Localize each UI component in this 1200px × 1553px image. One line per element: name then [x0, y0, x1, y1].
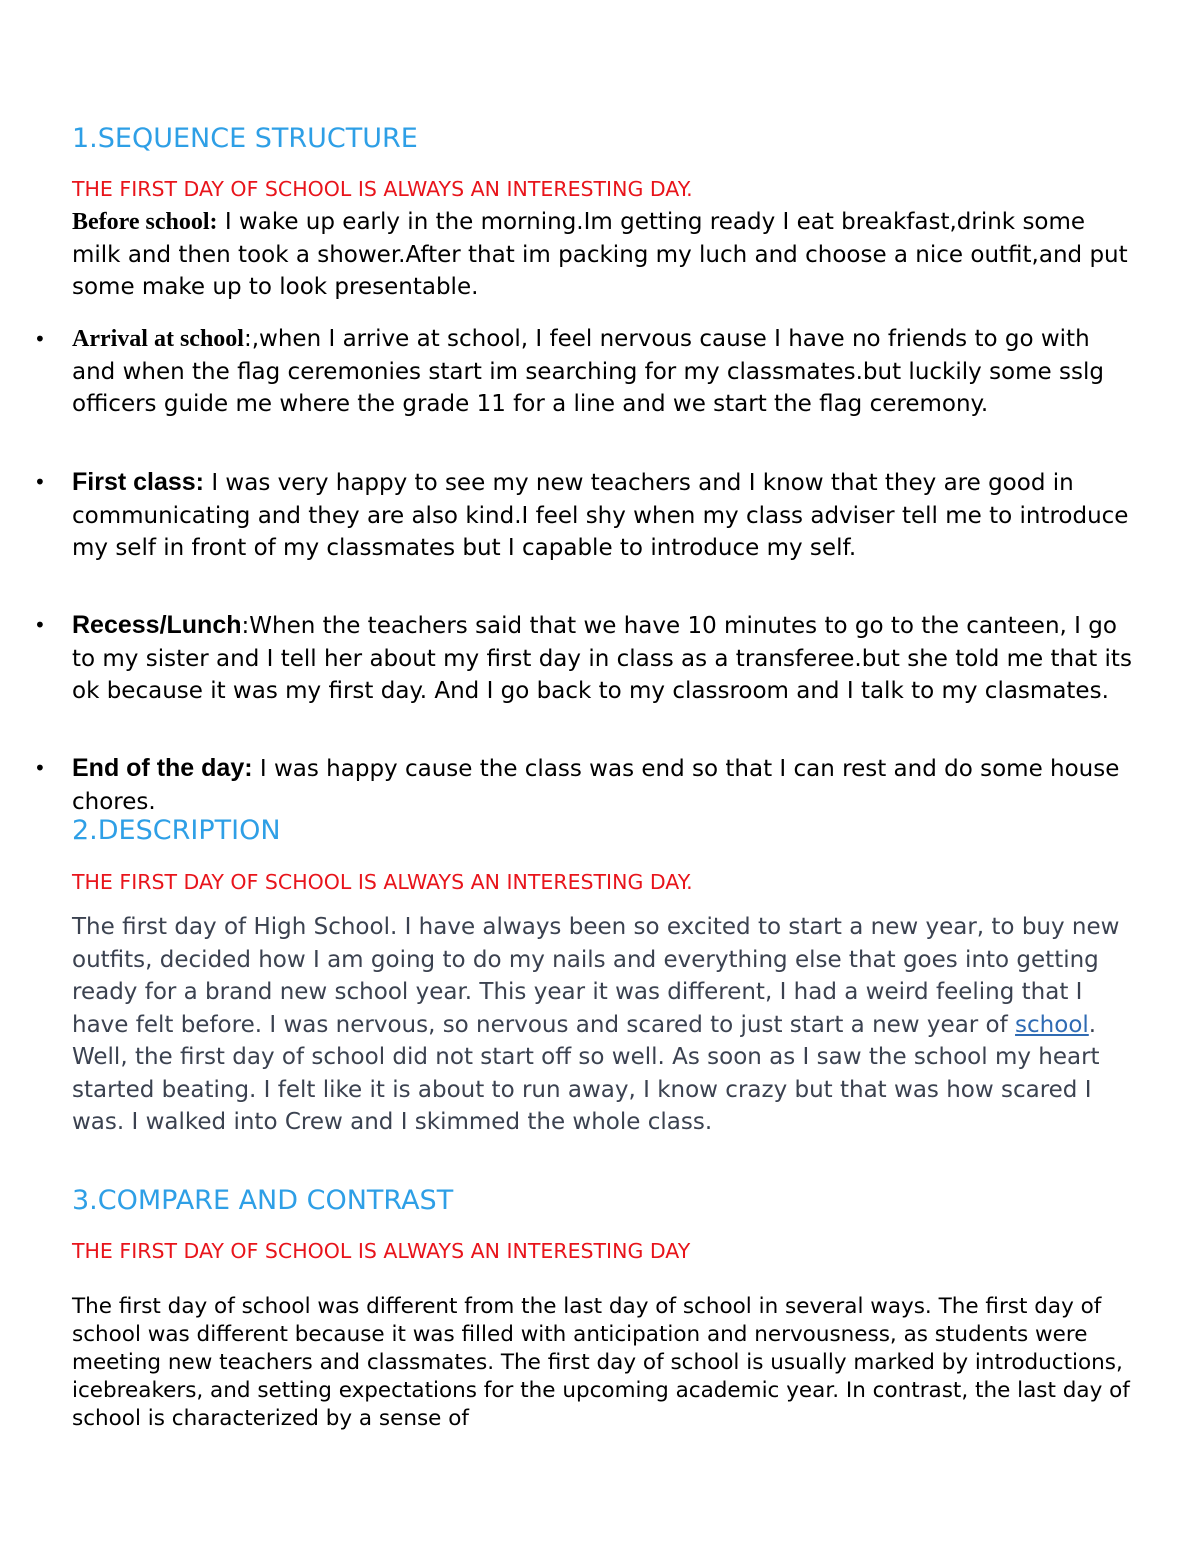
bullet-item-end-of-day — [34, 752, 1132, 818]
thesis-statement: THE FIRST DAY OF SCHOOL IS ALWAYS AN INTERESTING DAY. — [72, 870, 693, 894]
bullet-item-first-class — [34, 466, 1132, 565]
bullet-text: :When the teachers said that we have 10 minutes to go to the canteen, I go to my sister and I tell her about my first day in class as a transferee.but she told me that its ok because it was my first day. And I go back to my classroom and I talk to my clasmates. — [72, 613, 1132, 704]
bullet-item-recess-lunch — [34, 609, 1132, 708]
paragraph-compare-contrast: The first day of school was different from the last day of school in several ways. The first day of school was different because it was filled with anticipation and nervousness, as students were meeting new teachers and classmates. The first day of school is usually marked by introductions, icebreakers, and setting expectations for the upcoming academic year. In contrast, the last day of school is characterized by a sense of — [72, 1294, 1130, 1431]
label-colon: : — [243, 326, 252, 352]
bullet-text: ,when I arrive at school, I feel nervous cause I have no friends to go with and when the flag ceremonies start im searching for my classmates.but luckily some sslg officers guide me where the grade 11 for a line and we start the flag ceremony. — [72, 326, 1104, 417]
paragraph-text: I wake up early in the morning.Im getting ready I eat breakfast,drink some milk and then took a shower.After that im packing my luch and choose a nice outfit,and put some make up to look presentable. — [72, 209, 1128, 300]
label-arrival-at-school: Arrival at school — [72, 326, 244, 352]
school-link[interactable]: school — [1015, 1011, 1089, 1038]
section-heading-compare-contrast: 3.COMPARE AND CONTRAST — [72, 1185, 454, 1216]
bullet-icon: • — [34, 756, 46, 780]
bullet-item-arrival — [34, 323, 1132, 421]
bullet-text: I was very happy to see my new teachers and I know that they are good in communicating and they are also kind.I feel shy when my class adviser tell me to introduce my self in front of my classmates but I capable to introduce my self. — [72, 470, 1129, 561]
label-before-school: Before school: — [72, 209, 218, 235]
thesis-statement: THE FIRST DAY OF SCHOOL IS ALWAYS AN INTERESTING DAY. — [72, 177, 693, 201]
paragraph-text: . Well, the first day of school did not start off so well. As soon as I saw the school my heart started beating. I felt like it is about to run away, I know crazy but that was how scared I was. I walked into Crew and I skimmed the whole class. — [72, 1011, 1100, 1135]
label-recess-lunch: Recess/Lunch — [72, 611, 242, 639]
bullet-icon: • — [34, 470, 46, 494]
thesis-statement: THE FIRST DAY OF SCHOOL IS ALWAYS AN INTERESTING DAY — [72, 1239, 691, 1263]
bullet-icon: • — [34, 613, 46, 637]
section-heading-sequence-structure: 1.SEQUENCE STRUCTURE — [72, 123, 418, 154]
paragraph-before-school — [72, 206, 1132, 304]
bullet-text: I was happy cause the class was end so that I can rest and do some house chores. — [72, 756, 1120, 815]
paragraph-text: The first day of High School. I have always been so excited to start a new year, to buy new outfits, decided how I am going to do my nails and everything else that goes into getting ready for a brand new school year. This year it was different, I had a weird feeling that I have felt before. I was nervous, so nervous and scared to just start a new year of — [72, 914, 1120, 1038]
bullet-icon: • — [34, 327, 46, 351]
section-heading-description: 2.DESCRIPTION — [72, 815, 281, 846]
label-end-of-the-day: End of the day: — [72, 754, 253, 782]
paragraph-description — [72, 911, 1132, 1139]
label-first-class: First class: — [72, 468, 205, 496]
